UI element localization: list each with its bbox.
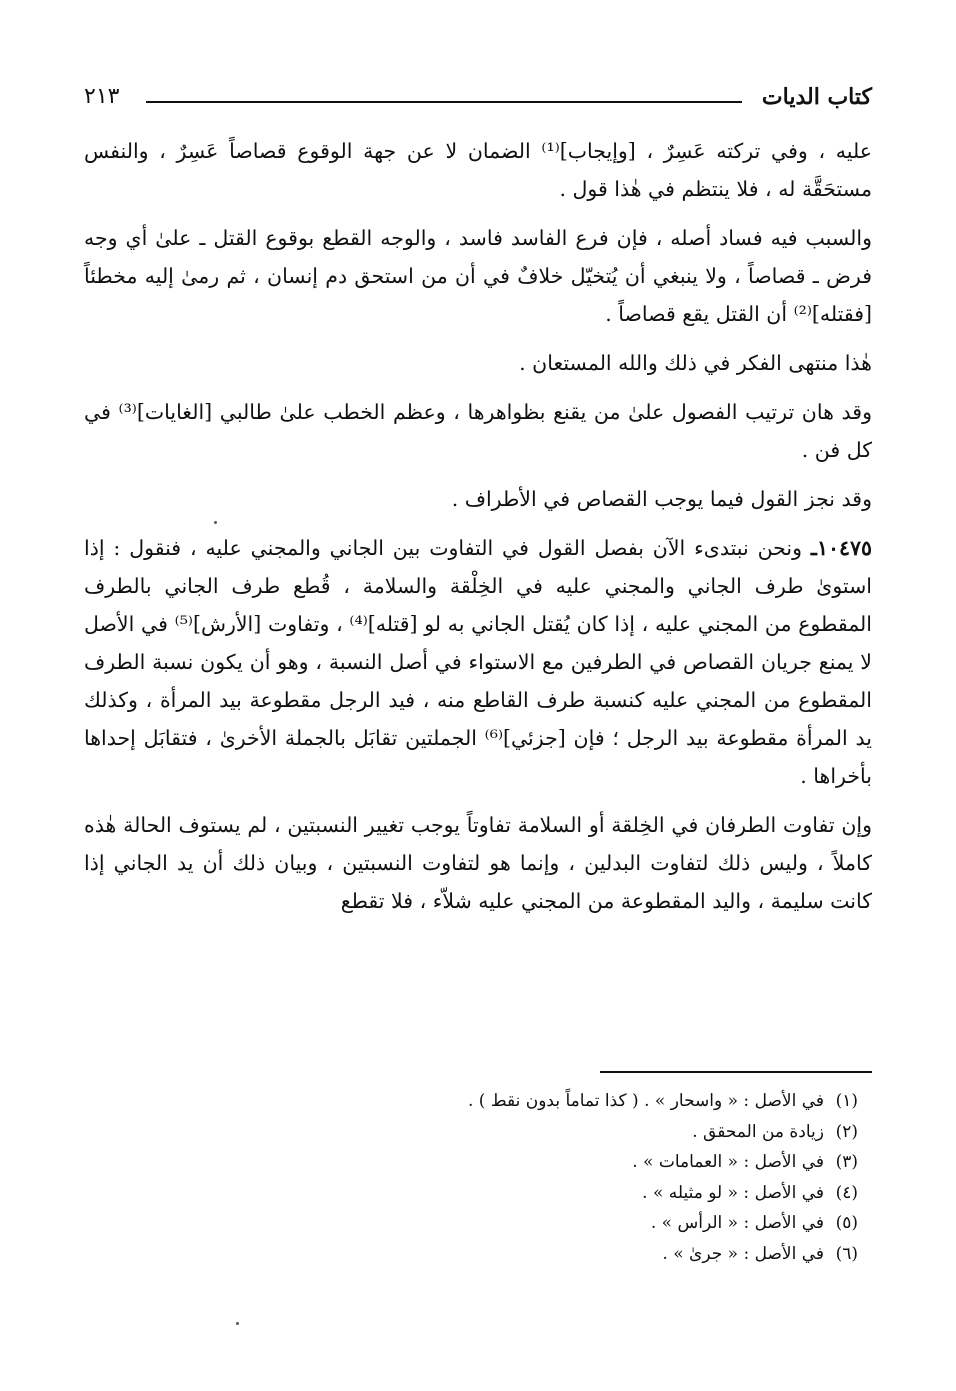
main-text <box>84 132 872 931</box>
header-rule <box>146 101 742 103</box>
footnote-rule <box>600 1071 872 1073</box>
paragraph-number: ١٠٤٧٥ـ <box>810 536 872 560</box>
footnote-number: (٥) <box>835 1213 858 1233</box>
footnote-number: (٣) <box>835 1152 858 1172</box>
footnote-text: في الأصل : « العمامات » . <box>632 1152 824 1172</box>
scan-speck <box>236 1322 239 1325</box>
paragraph: هٰذا منتهى الفكر في ذلك والله المستعان . <box>519 351 872 375</box>
paragraph: والسبب فيه فساد أصله ، فإن فرع الفاسد فاسد ، والوجه القطع بوقوع القتل ـ علىٰ أي وجه فرض ـ قصاصاً ، ولا ينبغي أن يُتخيّل خلافٌ في أن من استحق دم إنسان ، ثم رمىٰ إليه مخطئاً [فقتله]⁽²⁾ أن القتل يقع قصاصاً . <box>84 226 872 326</box>
footnote-text: في الأصل : « لو مثيله » . <box>642 1182 824 1203</box>
footnote-text: في الأصل : « الرأس » . <box>650 1213 824 1233</box>
scan-speck <box>214 521 217 524</box>
footnote-text: في الأصل : « واسحار » . ( كذا تماماً بدون نقط ) . <box>468 1091 824 1111</box>
footnote <box>84 1147 858 1178</box>
footnote-text: في الأصل : « جرىٰ » . <box>662 1243 824 1264</box>
numbered-paragraph <box>84 529 872 795</box>
paragraph: وقد هان ترتيب الفصول علىٰ من يقنع بظواهرها ، وعظم الخطب علىٰ طالبي [الغايات]⁽³⁾ في كل فن . <box>84 400 872 462</box>
paragraph: عليه ، وفي تركته عَسِرٌ ، [وإيجاب]⁽¹⁾ الضمان لا عن جهة الوقوع قصاصاً عَسِرٌ ، والنفس مستحَقَّة له ، فلا ينتظم في هٰذا قول . <box>84 139 872 201</box>
footnote <box>84 1239 858 1270</box>
footnote <box>84 1086 858 1117</box>
page-header <box>84 84 872 116</box>
footnotes <box>84 1086 858 1269</box>
footnote <box>84 1208 858 1239</box>
footnote-number: (١) <box>835 1091 858 1111</box>
footnote-text: زيادة من المحقق . <box>692 1121 824 1142</box>
paragraph: وإن تفاوت الطرفان في الخِلقة أو السلامة تفاوتاً يوجب تغيير النسبتين ، لم يستوف الحالة هٰذه كاملاً ، وليس ذلك لتفاوت البدلين ، وإنما هو لتفاوت النسبتين ، وبيان ذلك أن يد الجاني إذا كانت سليمة ، واليد المقطوعة من المجني عليه شلاّء ، فلا تقطع <box>84 813 872 913</box>
footnote-number: (٢) <box>835 1121 858 1142</box>
footnote-number: (٤) <box>835 1182 858 1203</box>
page-number: ٢١٣ <box>84 84 120 109</box>
numbered-paragraph-text: ونحن نبتدىء الآن بفصل القول في التفاوت بين الجاني والمجني عليه ، فنقول : إذا استوىٰ طرف الجاني والمجني عليه في الخِلْقة والسلامة ، قُطع طرف الجاني بالطرف المقطوع من المجني عليه ، إذا كان يُقتل الجاني به لو [قتله]⁽⁴⁾ ، وتفاوت [الأرش]⁽⁵⁾ في الأصل لا يمنع جريان القصاص في الطرفين مع الاستواء في أصل النسبة ، وهو أن يكون نسبة الطرف المقطوع من المجني عليه كنسبة طرف القاطع منه ، فيد الرجل مقطوعة بيد المرأة ، وكذلك يد المرأة مقطوعة بيد الرجل ؛ فإن [جزئي]⁽⁶⁾ الجملتين تقابَل بالجملة الأخرىٰ ، فتقابَل إحداها بأخراها . <box>84 536 873 788</box>
footnote <box>84 1178 858 1209</box>
footnote-number: (٦) <box>835 1243 858 1264</box>
running-title: كتاب الديات <box>761 84 872 110</box>
paragraph: وقد نجز القول فيما يوجب القصاص في الأطراف . <box>451 487 872 511</box>
footnote <box>84 1117 858 1148</box>
